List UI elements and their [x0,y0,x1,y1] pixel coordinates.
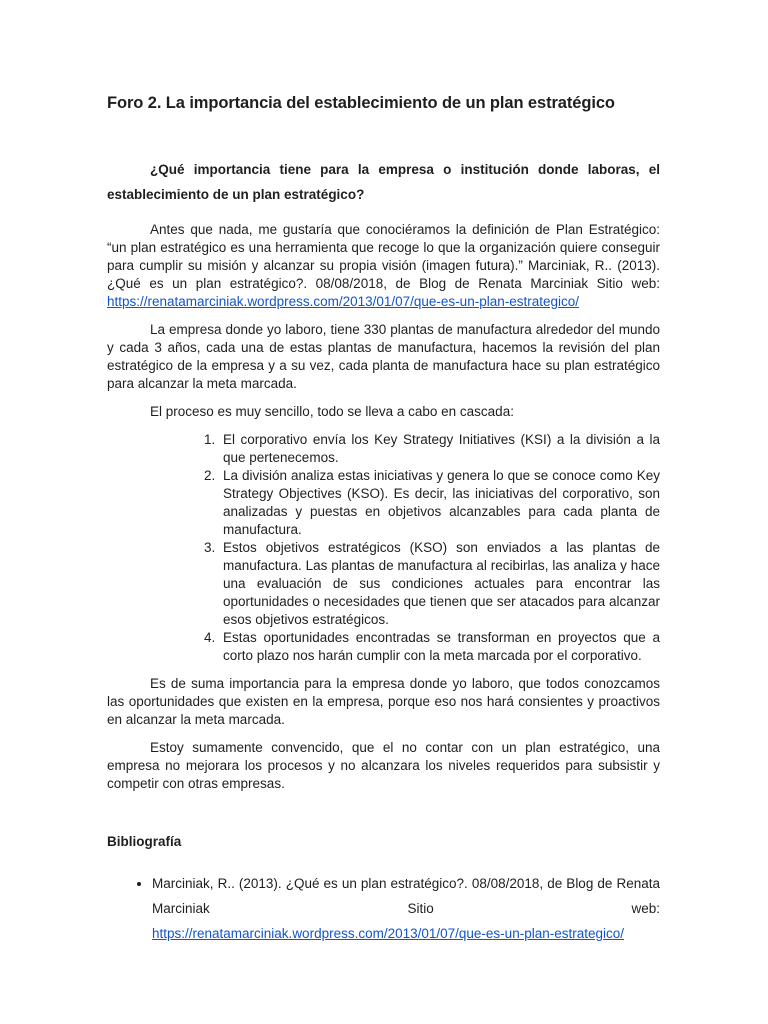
document-title: Foro 2. La importancia del establecimiento de un plan estratégico [107,94,615,112]
forum-question: ¿Qué importancia tiene para la empresa o institución donde laboras, el establecimiento de un plan estratégico? [107,162,660,202]
paragraph-conclusion: Estoy sumamente convencido, que el no contar con un plan estratégico, una empresa no mejorara los procesos y no alcanzara los niveles requeridos para subsistir y competir con otras empresas. [107,740,660,791]
bibliography-heading: Bibliografía [107,834,182,849]
bibliography-entry-text: • Marciniak, R.. (2013). ¿Qué es un plan estratégico?. 08/08/2018, de Blog de Renata Marciniak Sitio web: [152,876,660,916]
bibliography-list [107,871,660,946]
paragraph-definition-text: Antes que nada, me gustaría que conociéramos la definición de Plan Estratégico: “un plan estratégico es una herramienta que recoge lo que la organización quiere conseguir para cumplir su misión y alcanzar su propia visión (imagen futura).” Marciniak, R.. (2013). ¿Qué es un plan estratégico?. 08/08/2018, de Blog de Renata Marciniak Sitio web: [107,222,660,291]
list-item: 4. Estas oportunidades encontradas se transforman en proyectos que a corto plazo nos harán cumplir con la meta marcada por el corporativo. [219,629,660,665]
list-item: 2. La división analiza estas iniciativas y genera lo que se conoce como Key Strategy Objectives (KSO). Es decir, las iniciativas del corporativo, son analizadas y puestas en objetivos alcanzables para cada planta de manufactura. [219,467,660,539]
paragraph-importance: Es de suma importancia para la empresa donde yo laboro, que todos conozcamos las oportunidades que existen en la empresa, porque eso nos hará consientes y proactivos en alcanzar la meta marcada. [107,676,660,727]
source-link[interactable]: https://renatamarciniak.wordpress.com/2013/01/07/que-es-un-plan-estrategico/ [107,294,579,309]
cascade-steps-list [107,431,660,665]
list-item: 3. Estos objetivos estratégicos (KSO) son enviados a las plantas de manufactura. Las plantas de manufactura al recibirlas, las analiza y hace una evaluación de sus condiciones actuales para encontrar las oportunidades o necesidades que tienen que ser atacados para alcanzar esos objetivos estratégicos. [219,539,660,629]
paragraph-company: La empresa donde yo laboro, tiene 330 plantas de manufactura alrededor del mundo y cada 3 años, cada una de estas plantas de manufactura, hacemos la revisión del plan estratégico de la empresa y a su vez, cada planta de manufactura hace su plan estratégico para alcanzar la meta marcada. [107,322,660,391]
bibliography-entry [152,871,660,946]
paragraph-definition [107,221,660,311]
paragraph-process: El proceso es muy sencillo, todo se lleva a cabo en cascada: [150,404,514,419]
list-item: 1. El corporativo envía los Key Strategy Initiatives (KSI) a la división a la que pertenecemos. [219,431,660,467]
bibliography-link[interactable]: https://renatamarciniak.wordpress.com/2013/01/07/que-es-un-plan-estrategico/ [152,926,624,941]
